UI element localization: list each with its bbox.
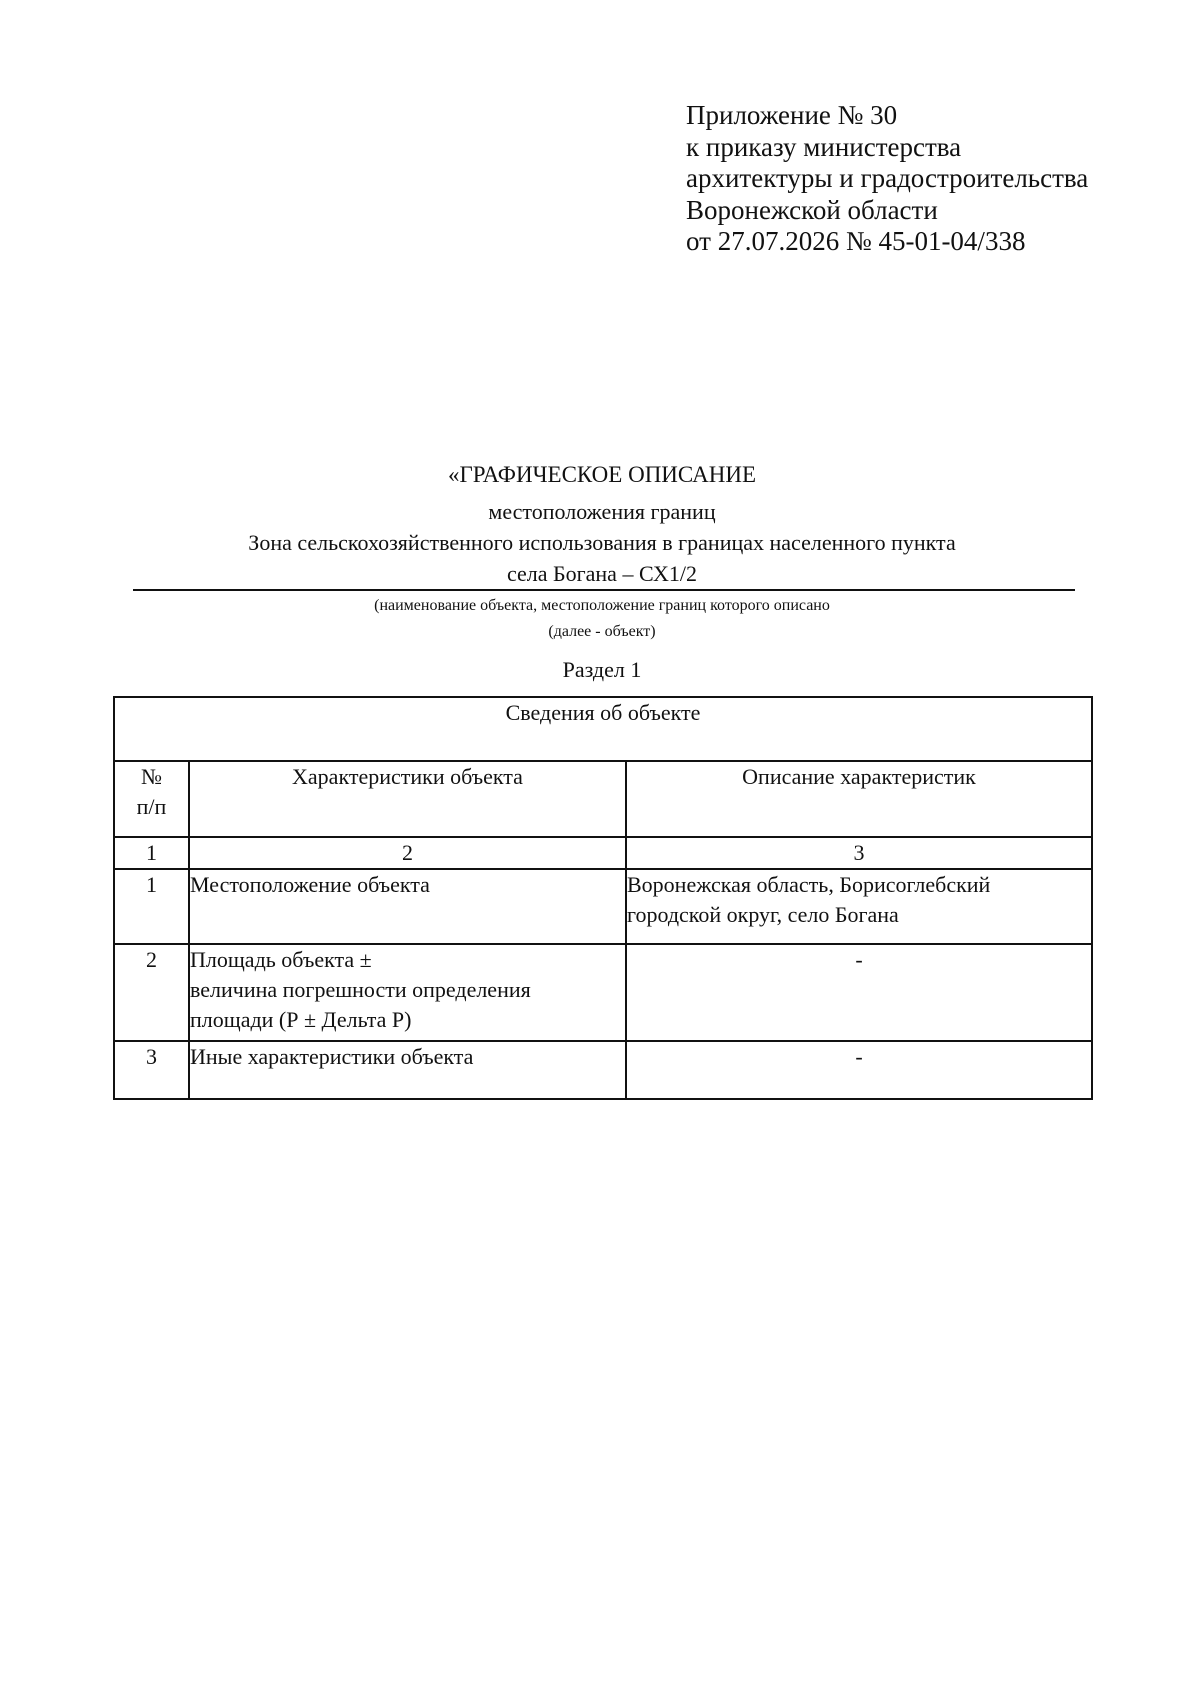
row-characteristic: [189, 944, 626, 1041]
appendix-block: [686, 100, 1088, 258]
title-line: местоположения границ: [488, 499, 716, 524]
characteristic-line: Площадь объекта ±: [190, 947, 372, 972]
row-number: 3: [114, 1041, 189, 1099]
appendix-line: Приложение № 30: [686, 100, 898, 130]
column-number: 3: [626, 837, 1092, 869]
column-number: 2: [189, 837, 626, 869]
characteristic-line: площади (Р ± Дельта Р): [190, 1007, 412, 1032]
column-number: 1: [114, 837, 189, 869]
description-line: городской округ, село Богана: [627, 902, 899, 927]
table-caption-row: [114, 697, 1092, 761]
title-underline: [133, 589, 1075, 591]
caption-line: (наименование объекта, местоположение границ которого описано: [374, 597, 830, 614]
appendix-line: к приказу министерства: [686, 131, 962, 162]
table-caption: Сведения об объекте: [114, 697, 1092, 761]
description-line: Воронежская область, Борисоглебский: [627, 872, 991, 897]
table-row: [114, 944, 1092, 1041]
description-line: -: [855, 947, 863, 972]
header-description: Описание характеристик: [626, 761, 1092, 837]
document-title: «ГРАФИЧЕСКОЕ ОПИСАНИЕ: [447, 462, 756, 487]
object-info-table: [113, 696, 1093, 1100]
header-num: [114, 761, 189, 837]
characteristic-line: Местоположение объекта: [190, 872, 430, 897]
appendix-line: архитектуры и градостроительства: [686, 163, 1089, 193]
title-line: Зона сельскохозяйственного использования в границах населенного пункта: [248, 530, 956, 555]
section-label: Раздел 1: [562, 657, 642, 682]
characteristic-line: величина погрешности определения: [190, 977, 531, 1002]
appendix-line: от 27.07.2026 № 45-01-04/338: [686, 226, 1026, 256]
table-row: [114, 869, 1092, 944]
row-description: [626, 1041, 1092, 1099]
header-num-symbol: №: [141, 764, 162, 789]
characteristic-line: Иные характеристики объекта: [190, 1044, 474, 1069]
row-characteristic: [189, 869, 626, 944]
table-row: [114, 1041, 1092, 1099]
description-line: -: [855, 1044, 863, 1069]
row-description: [626, 869, 1092, 944]
title-caption: [130, 593, 1074, 645]
header-num-abbr: п/п: [136, 794, 167, 819]
title-subtitle: [130, 496, 1074, 589]
column-number-row: [114, 837, 1092, 869]
table-header-row: [114, 761, 1092, 837]
row-characteristic: [189, 1041, 626, 1099]
caption-line: (далее - объект): [548, 623, 656, 640]
title-line: села Богана – СХ1/2: [506, 561, 698, 586]
header-characteristics: Характеристики объекта: [189, 761, 626, 837]
row-number: 2: [114, 944, 189, 1041]
row-description: [626, 944, 1092, 1041]
appendix-line: Воронежской области: [686, 194, 938, 225]
row-number: 1: [114, 869, 189, 944]
